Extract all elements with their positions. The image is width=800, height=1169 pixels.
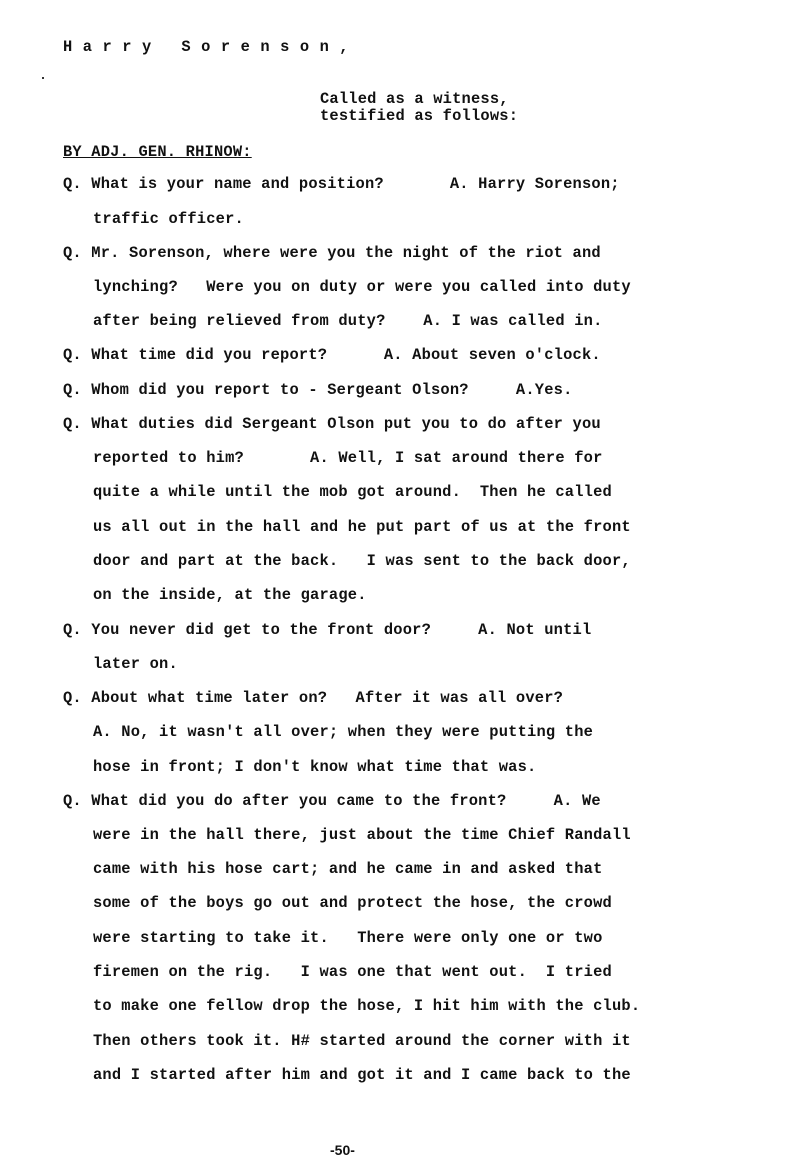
continuation-line: A. No, it wasn't all over; when they were putting the [93,723,594,741]
continuation-line: reported to him? A. Well, I sat around there for [93,449,603,467]
continuation-line: lynching? Were you on duty or were you called into duty [93,278,631,296]
continuation-line: to make one fellow drop the hose, I hit him with the club. [93,997,641,1015]
continuation-line: firemen on the rig. I was one that went out. I tried [93,963,612,981]
continuation-line: hose in front; I don't know what time that was. [93,758,537,776]
question-line: Q. Whom did you report to - Sergeant Olson? A.Yes. [63,381,573,399]
continuation-line: came with his hose cart; and he came in and asked that [93,860,603,878]
continuation-line: us all out in the hall and he put part of us at the front [93,518,631,536]
witness-name-heading: Harry Sorenson, [63,38,360,56]
continuation-line: were starting to take it. There were only one or two [93,929,603,947]
continuation-line: and I started after him and got it and I came back to the [93,1066,631,1084]
continuation-line: on the inside, at the garage. [93,586,367,604]
testified-as-follows-line: testified as follows: [320,107,519,125]
continuation-line: some of the boys go out and protect the hose, the crowd [93,894,612,912]
question-line: Q. What time did you report? A. About seven o'clock. [63,346,601,364]
continuation-line: after being relieved from duty? A. I was called in. [93,312,603,330]
question-line: Q. Mr. Sorenson, where were you the night of the riot and [63,244,601,262]
continuation-line: Then others took it. H# started around the corner with it [93,1032,631,1050]
stray-mark [42,77,44,79]
examiner-heading: BY ADJ. GEN. RHINOW: [63,143,252,161]
continuation-line: door and part at the back. I was sent to the back door, [93,552,631,570]
question-line: Q. You never did get to the front door? A. Not until [63,621,592,639]
question-line: Q. What duties did Sergeant Olson put you to do after you [63,415,601,433]
continuation-line: were in the hall there, just about the time Chief Randall [93,826,631,844]
question-line: Q. What is your name and position? A. Harry Sorenson; [63,175,620,193]
question-line: Q. About what time later on? After it was all over? [63,689,564,707]
page-number: -50- [330,1142,355,1158]
continuation-line: traffic officer. [93,210,244,228]
called-as-witness-line: Called as a witness, [320,90,509,108]
question-line: Q. What did you do after you came to the front? A. We [63,792,601,810]
continuation-line: later on. [93,655,178,673]
continuation-line: quite a while until the mob got around. Then he called [93,483,612,501]
